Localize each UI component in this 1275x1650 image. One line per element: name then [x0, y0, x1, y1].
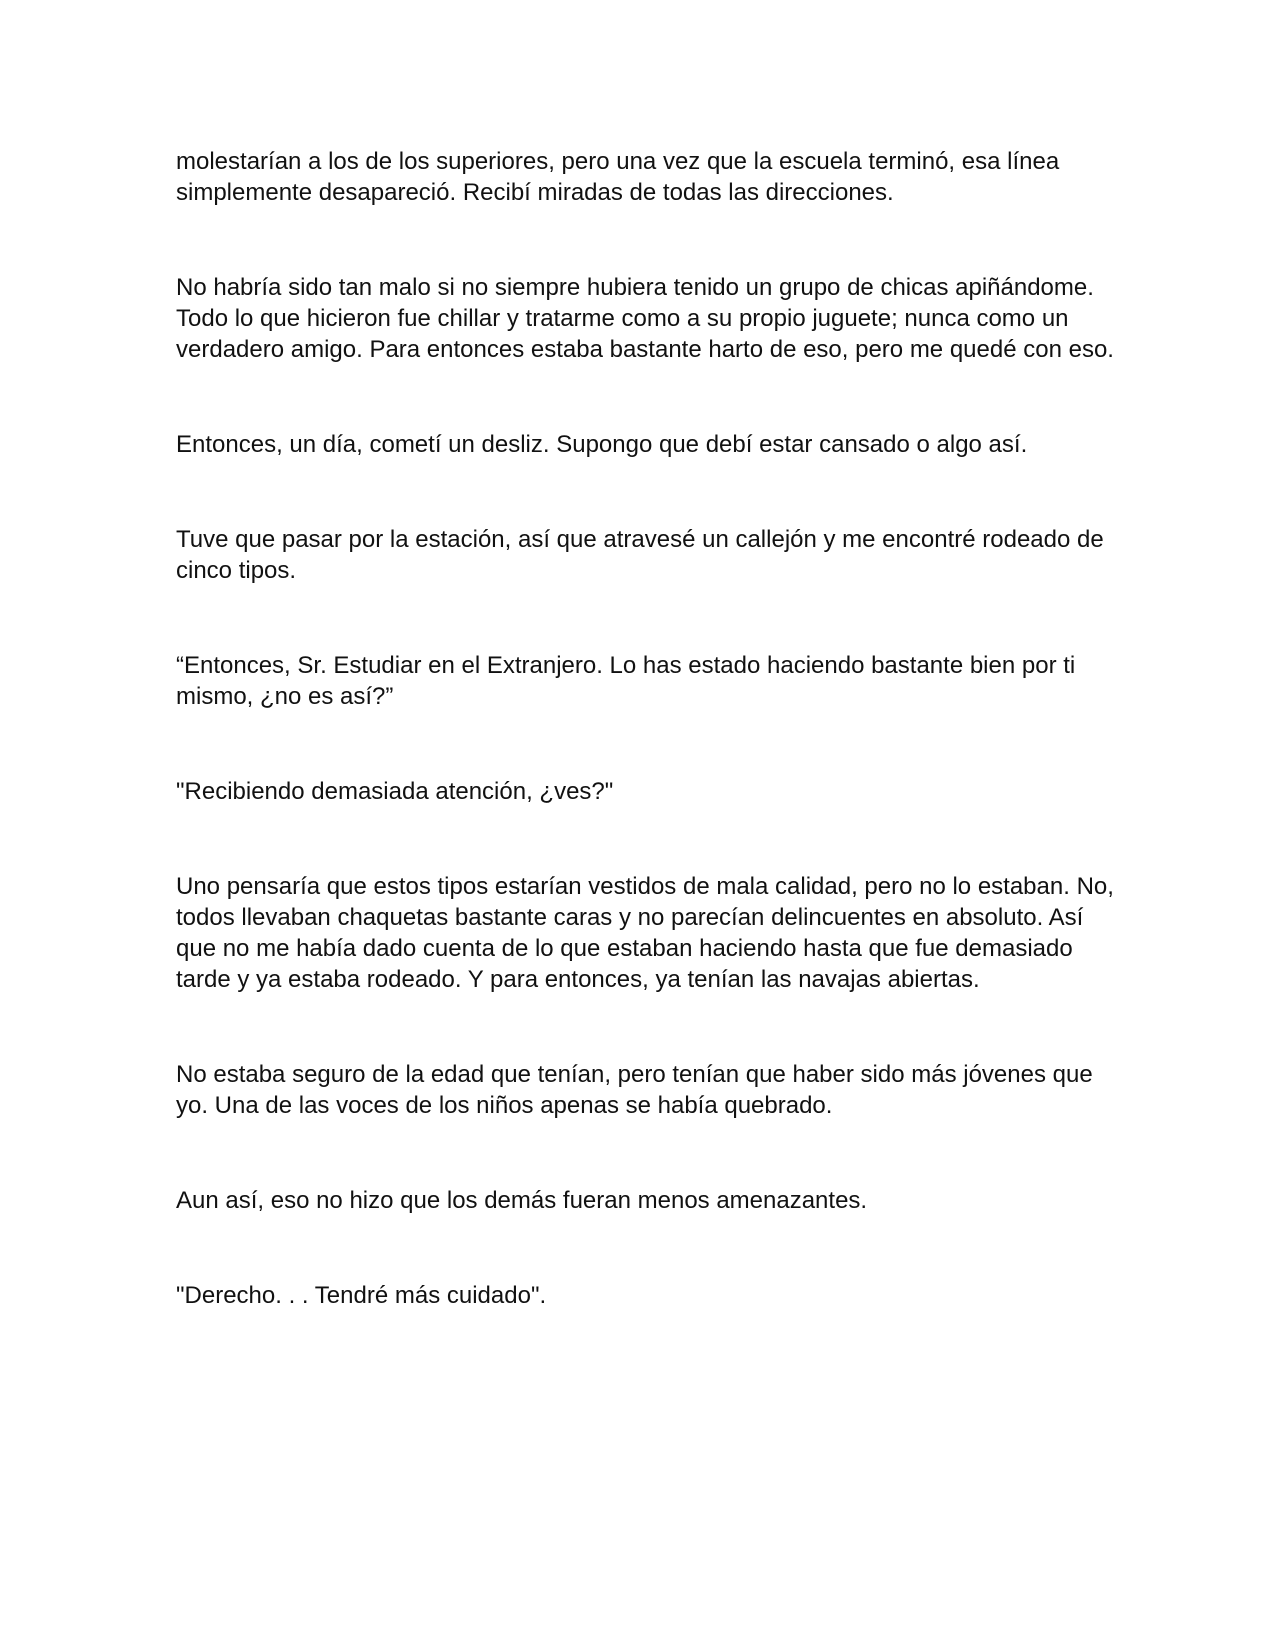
paragraph-7: Uno pensaría que estos tipos estarían vestidos de mala calidad, pero no lo estaban. No, todos llevaban chaquetas bastante caras y no parecían delincuentes en absoluto. Así que no me había dado cuenta de lo que estaban haciendo hasta que fue demasiado tarde y ya estaba rodeado. Y para entonces, ya tenían las navajas abiertas.	[176, 873, 1114, 993]
paragraph-8: No estaba seguro de la edad que tenían, pero tenían que haber sido más jóvenes que yo. Una de las voces de los niños apenas se había quebrado.	[176, 1061, 1093, 1119]
paragraph-10: "Derecho. . . Tendré más cuidado".	[176, 1282, 547, 1309]
paragraph-1: molestarían a los de los superiores, pero una vez que la escuela terminó, esa línea simplemente desapareció. Recibí miradas de todas las direcciones.	[176, 148, 1060, 206]
paragraph-2: No habría sido tan malo si no siempre hubiera tenido un grupo de chicas apiñándome. Todo lo que hicieron fue chillar y tratarme como a su propio juguete; nunca como un verdadero amigo. Para entonces estaba bastante harto de eso, pero me quedé con eso.	[176, 274, 1114, 363]
body-text	[176, 146, 1116, 1375]
paragraph-6: "Recibiendo demasiada atención, ¿ves?"	[176, 778, 614, 805]
paragraph-4: Tuve que pasar por la estación, así que atravesé un callejón y me encontré rodeado de cinco tipos.	[176, 526, 1104, 584]
paragraph-3: Entonces, un día, cometí un desliz. Supongo que debí estar cansado o algo así.	[176, 431, 1028, 458]
paragraph-9: Aun así, eso no hizo que los demás fueran menos amenazantes.	[176, 1187, 868, 1214]
paragraph-5: “Entonces, Sr. Estudiar en el Extranjero. Lo has estado haciendo bastante bien por ti mismo, ¿no es así?”	[176, 652, 1076, 710]
